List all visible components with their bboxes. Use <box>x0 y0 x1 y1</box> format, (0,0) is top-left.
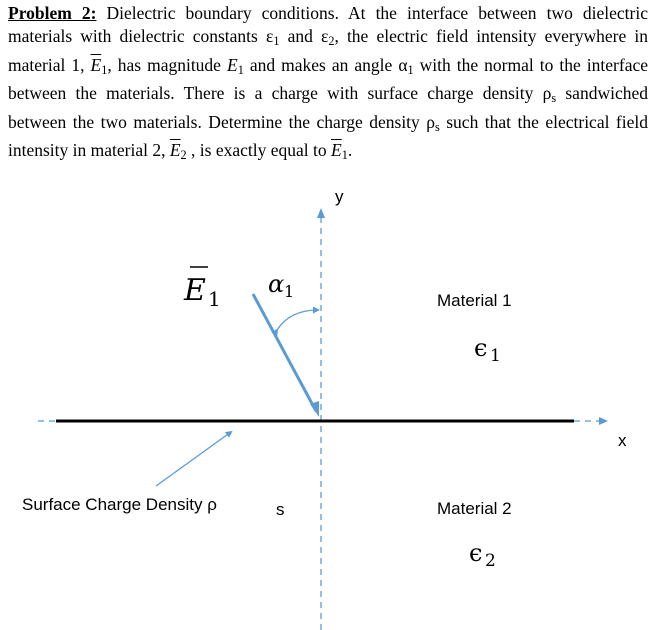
e1-label <box>183 267 221 311</box>
field-vector-symbol: $\overline{E}$ <box>90 54 102 75</box>
epsilon-1-label <box>474 334 501 366</box>
epsilon-symbol: ϵ <box>474 334 488 362</box>
field-vector-symbol: $\overline{E}$ <box>169 140 181 161</box>
rho-symbol: ρ <box>426 111 435 132</box>
epsilon-subscript: 2 <box>328 34 335 49</box>
problem-text: such that the electrical field intensity in material 2, <box>8 111 648 161</box>
field-subscript: 1 <box>237 62 244 77</box>
problem-text: Dielectric boundary conditions. At the interface between two dielectric materials with dielectric constants <box>8 3 648 47</box>
x-axis-label: x <box>618 431 627 450</box>
material-2-label: Material 2 <box>437 499 512 518</box>
problem-text: sandwiched between the two materials. Determine the charge density <box>8 83 648 132</box>
material-1-label: Material 1 <box>437 291 512 310</box>
epsilon-subscript: 2 <box>485 551 496 571</box>
rho-subscript: s <box>435 119 440 134</box>
problem-text: , the electric field intensity everywhere in material 1, <box>8 26 648 75</box>
alpha-symbol: α <box>268 270 285 298</box>
surface-charge-label <box>22 495 285 519</box>
x-axis-arrowhead <box>599 417 608 425</box>
epsilon-symbol: ε <box>265 26 274 47</box>
rho-symbol: ρ <box>542 83 552 104</box>
alpha1-label <box>268 270 294 301</box>
epsilon-symbol: ϵ <box>469 539 483 567</box>
field-subscript: 2 <box>180 148 187 163</box>
field-vector-symbol: $\overline{E}$ <box>331 140 342 161</box>
problem-text: with the normal to the interface between the materials. There is a charge with surface charge density <box>8 54 649 104</box>
alpha-subscript: 1 <box>284 282 295 301</box>
e1-symbol: E <box>184 273 206 308</box>
problem-heading: Problem 2: <box>8 3 97 23</box>
alpha-symbol: α <box>398 54 408 75</box>
surface-charge-subscript: s <box>276 500 285 519</box>
problem-text: , is exactly equal to <box>186 140 332 161</box>
y-axis-arrowhead <box>317 208 325 218</box>
surface-charge-pointer <box>156 432 231 486</box>
angle-arc <box>277 310 318 330</box>
epsilon-subscript: 1 <box>490 346 501 366</box>
problem-text: . <box>347 140 353 161</box>
y-axis-label: y <box>335 187 344 206</box>
field-magnitude-symbol: E <box>226 54 238 75</box>
problem-text: and makes an angle <box>243 54 399 75</box>
surface-charge-text: Surface Charge Density ρ <box>22 495 217 514</box>
epsilon-subscript: 1 <box>273 34 280 49</box>
e1-subscript: 1 <box>208 287 221 311</box>
field-subscript: 1 <box>341 148 348 163</box>
rho-subscript: s <box>551 91 557 106</box>
field-subscript: 1 <box>101 62 108 77</box>
epsilon-symbol: ε <box>320 26 329 47</box>
epsilon-2-label <box>469 539 496 571</box>
alpha-subscript: 1 <box>407 62 414 77</box>
problem-text: , has magnitude <box>107 54 227 75</box>
problem-text: and <box>279 26 321 47</box>
